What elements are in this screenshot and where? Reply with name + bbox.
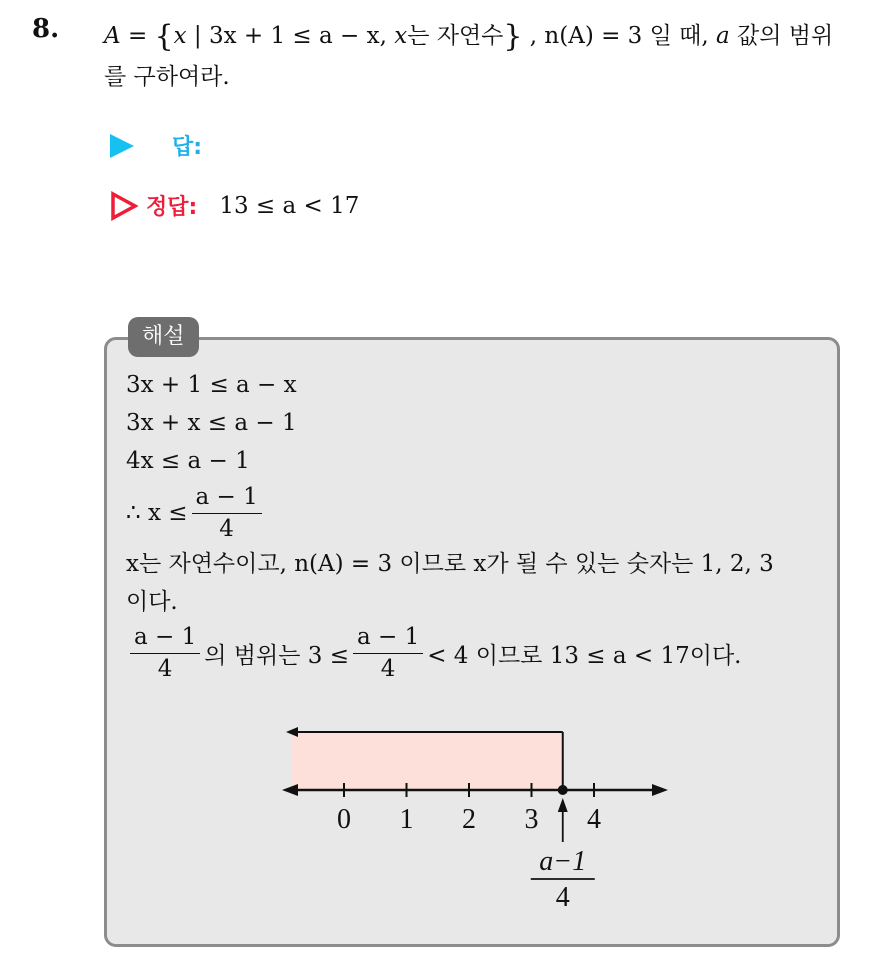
- question-line1-end: 값의 범위: [737, 23, 834, 49]
- fraction-denominator: 4: [157, 655, 173, 682]
- explanation-line-4: [126, 482, 774, 544]
- correct-answer-label: 정답:: [146, 195, 198, 220]
- question-line-1: [104, 16, 874, 57]
- range-text-2: < 4 이므로 13 ≤ a < 17이다.: [427, 642, 742, 669]
- set-condition: 3x + 1 ≤ a − x,: [208, 23, 387, 49]
- tick-label: 4: [587, 804, 601, 835]
- explanation-line-7: [126, 620, 774, 686]
- explanation-line-5: x는 자연수이고, n(A) = 3 이므로 x가 될 수 있는 숫자는 1, 2, 3: [126, 551, 774, 577]
- set-condition-tail: 는 자연수: [407, 23, 504, 49]
- outline-triangle-icon: [110, 191, 138, 221]
- axis-right-arrowhead-icon: [652, 784, 668, 796]
- fraction-numerator: a − 1: [353, 624, 423, 653]
- explanation-line-2: 3x + x ≤ a − 1: [126, 410, 297, 436]
- question-line1-tail: 일 때,: [649, 23, 709, 49]
- tick-label: 0: [337, 804, 351, 835]
- fraction-numerator: a − 1: [130, 624, 200, 653]
- fraction: [353, 624, 423, 682]
- fraction-denominator: 4: [380, 655, 396, 682]
- arrow-label-denominator: 4: [555, 882, 570, 913]
- explanation-tab: 해설: [128, 317, 199, 357]
- arrow-label-numerator: a−1: [539, 846, 587, 877]
- correct-answer-value: 13 ≤ a < 17: [219, 192, 360, 219]
- number-line-diagram: [280, 720, 680, 920]
- set-bar: |: [193, 23, 202, 49]
- explanation-content: [126, 366, 774, 686]
- set-variable: x: [173, 23, 187, 49]
- equals-sign: =: [127, 23, 148, 49]
- close-brace: }: [503, 19, 523, 54]
- fraction-numerator: a − 1: [192, 484, 262, 513]
- answer-label: 답:: [172, 135, 203, 160]
- set-variable-2: x: [394, 23, 408, 49]
- shaded-region: [292, 732, 563, 790]
- play-triangle-icon: [110, 134, 134, 158]
- value-dot: [558, 785, 568, 795]
- comma: ,: [529, 23, 538, 49]
- up-arrowhead-icon: [558, 798, 568, 812]
- fraction-denominator: 4: [219, 515, 234, 542]
- question-line-2: 를 구하여라.: [104, 64, 230, 90]
- tick-label: 1: [399, 804, 414, 835]
- tick-label: 2: [462, 804, 476, 835]
- therefore-prefix: ∴ x ≤: [126, 500, 188, 526]
- axis-left-arrowhead-icon: [282, 784, 298, 796]
- question-number: 8.: [32, 14, 60, 44]
- answer-blank-row: [110, 130, 202, 161]
- correct-answer-row: [110, 190, 359, 221]
- explanation-line-3: 4x ≤ a − 1: [126, 448, 250, 474]
- tick-label: 3: [524, 804, 539, 835]
- fraction: [130, 624, 200, 682]
- variable-a: a: [716, 23, 730, 49]
- explanation-line-6: 이다.: [126, 589, 178, 615]
- explanation-line-1: 3x + 1 ≤ a − x: [126, 372, 297, 398]
- question-text: [104, 16, 874, 98]
- range-text-1: 의 범위는 3 ≤: [204, 642, 349, 669]
- open-brace: {: [154, 19, 174, 54]
- count-condition: n(A) = 3: [544, 23, 643, 49]
- fraction: [192, 484, 262, 542]
- set-name: A: [104, 23, 121, 49]
